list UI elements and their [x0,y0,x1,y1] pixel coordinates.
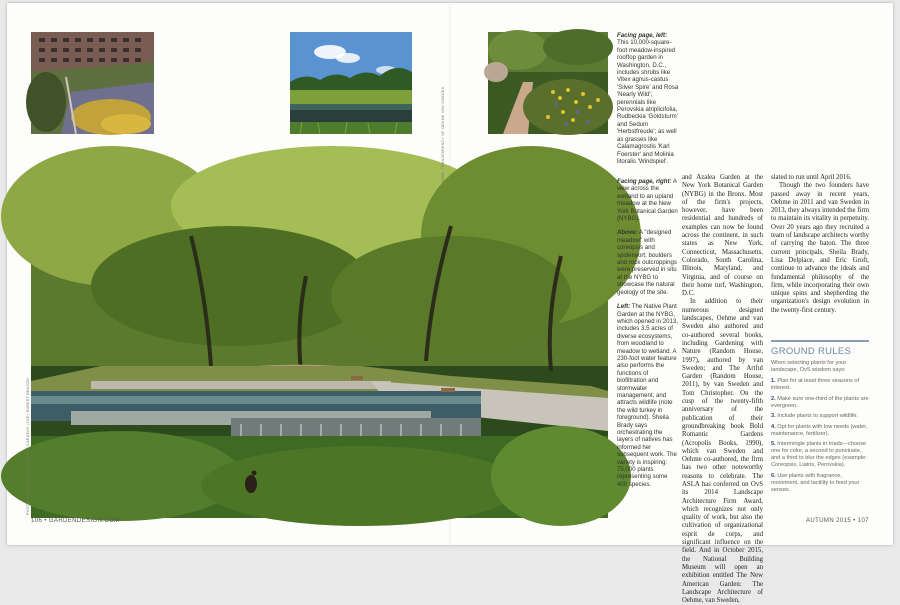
photo-rooftop-garden [31,32,154,134]
body-column-1 [682,174,763,605]
sidebar-intro: When selecting plants for your landscape, OvS wisdom says: [771,360,847,373]
folio-left: 106 • GARDENDESIGN.COM [31,518,120,524]
body-paragraph: and Azalea Garden at the New York Botanical Garden (NYBG) in the Bronx. Most of the firm's projects, however, have been residential and hundreds of examples can now be found across the continent, in such states as New York, Connecticut, Massachusetts, Colorado, South Carolina, Illinois, Maryland, and Virginia, and of course on their home turf, Washington, D.C. [682,174,763,298]
caption-text: The Native Plant Garden at the NYBG, which opened in 2013, includes 3.5 acres of diverse ecosystems, from woodland to meadow to wetland. A 230-foot water feature also performs the functions of biofiltration and stormwater management, and attracts wildlife (note the wild turkey in foreground). Sheila Brady says orchestrating the layers of natives has informed her subsequent work. The variety is inspiring: 75,000 plants representing some 400 species. [617,303,678,488]
rule-number: 5. [771,441,776,447]
rule-number: 2. [771,395,776,402]
rule-text: Include plants to support wildlife. [777,413,859,419]
body-paragraph: slated to run until April 2016. [771,174,852,181]
caption-lead: Left: [617,303,631,311]
caption-block-lower [617,178,679,495]
photo-native-plant-garden [31,176,608,518]
rule-text: Opt for plants with low needs (water, maintenance, fertilizer). [771,423,868,437]
rule-number: 1. [771,378,776,384]
rules-list [771,378,869,494]
body-paragraph: Though the two founders have passed away in recent years, Oehme in 2011 and van Sweden in 2013, they always intended the firm to maintain its vitality in perpetuity. Over 20 years ago they recruited a team of landscape architects worthy of carrying the baton. The three current principals, Sheila Brady, Lisa Delplace, and Eric Groft, continue to advance the ideals and fundamental philosophy of the firm, while incorporating their own unique spins and shepherding the organization's design evolution in the twenty-first century. [771,182,869,314]
rule-number: 3. [771,413,776,419]
photo-credit-top: HOUSE: TRANSPARENCY OF OEHME VAN SWEDEN [441,86,445,186]
body-paragraph: In addition to their numerous designed landscapes, Oehme and van Sweden also authored and co-authored several books, including Gardening with Nature (Random House, 1997), authored by van Sweden; and The Artful Garden (Random House, 2011), by van Sweden and Tom Christopher. On the cusp of the twenty-fifth anniversary of the publication of their groundbreaking book Bold Romantic Gardens (Acropolis Books, 1990), which van Sweden and Oehme co-authored, the firm has two other noteworthy reasons to celebrate. The ASLA has conferred on OvS its 2014 Landscape Architecture Firm Award, which recognizes not only quality of work, but also the cultivation of organizational esprit de corps, and significant influence on the field. And in October 2015, the National Building Museum will open an exhibition entitled The New American Garden: The Landscape Architecture of Oehme, van Sweden, [682,298,763,605]
caption-lead: Above: [617,229,638,237]
rule-text: Plan for at least three seasons of interest. [771,378,860,391]
photo-designed-meadow [488,32,608,134]
rule-text: Make sure one-third of the plants are evergreen. [771,395,869,409]
sidebar-title: GROUND RULES [771,346,852,357]
caption-facing-page-left [617,32,679,172]
rule-item [771,424,869,438]
photo-wetland-view [290,32,412,134]
caption-lead: Facing page, right: [617,178,672,185]
caption-text: A view across the wetland to an upland meadow at the New York Botanical Garden (NYBG). [617,178,678,223]
caption-text: This 10,000-square-foot meadow-inspired rooftop garden in Washington, D.C., includes shrubs like Vitex agnus-castus 'Silver Spire' and Rosa 'Nearly Wild'; perennials like Perovskia atriplicifolia, Rudbeckia 'Goldsturm' and Sedum 'Herbstfreude'; as well as grasses like Calamagrostis 'Karl Foerster' and Molinia litoralis 'Windspiel'. [617,39,679,165]
rule-item [771,413,869,420]
photo-credit-main: PHOTOGRAPHED BY TK. TK. ANNE GARDENS (TOP) ROBERT BENSON [26,377,30,515]
ground-rules-sidebar [771,340,869,497]
rule-number: 6. [771,472,776,479]
caption-lead: Facing page, left: [617,32,668,39]
folio-right: AUTUMN 2015 • 107 [806,518,869,524]
rule-item [771,441,869,469]
rule-number: 4. [771,423,776,430]
rule-text: Use plants with fragrance, movement, and tactility to feed your senses. [771,472,860,493]
caption-text: A "designed meadow" with coreopsis and spiderwort; boulders and rock outcroppings were preserved in situ at the NYBG to showcase the natural geology of the site. [617,229,677,296]
body-column-2 [771,174,869,315]
rule-item [771,378,869,392]
rule-item [771,473,869,494]
rule-text: Intermingle plants in triads—choose one for color, a second to punctuate, and a third to blur the edges (example: Coreopsis, Liatris, Perovskia). [771,441,867,468]
rule-item [771,396,869,410]
